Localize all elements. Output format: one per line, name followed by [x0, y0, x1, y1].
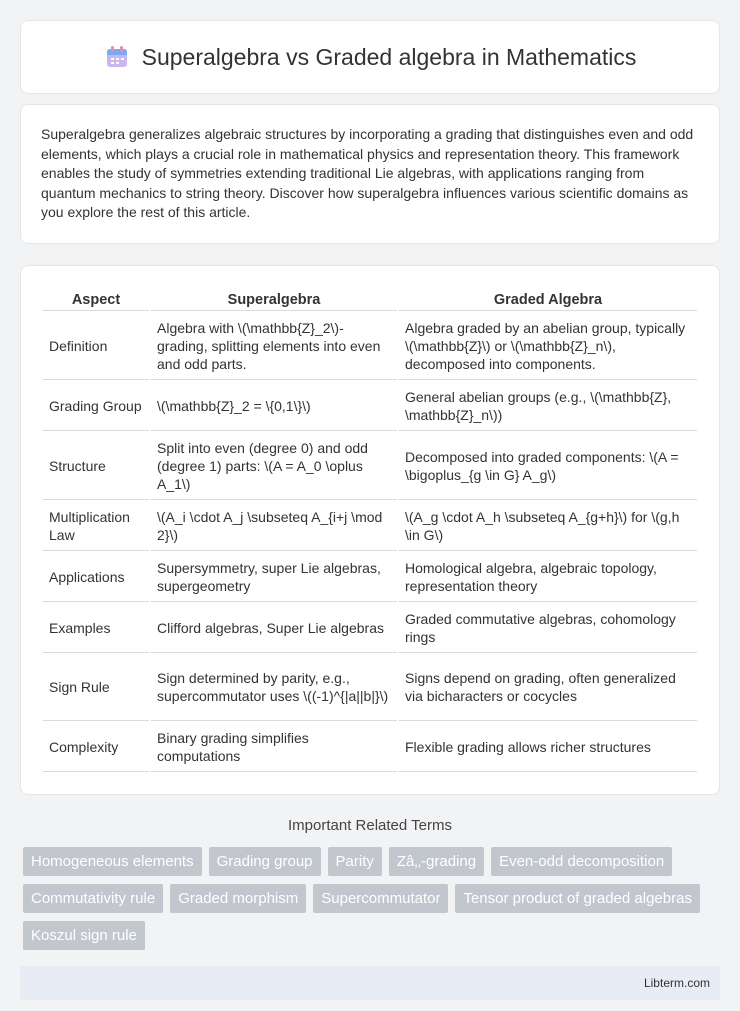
- table-row: [43, 502, 697, 551]
- cell-superalgebra: Binary grading simplifies computations: [151, 723, 397, 772]
- intro-text: Superalgebra generalizes algebraic structures by incorporating a grading that distinguishes even and odd elements, which plays a crucial role in mathematical physics and representation theory. This framework enables the study of symmetries extending traditional Lie algebras, with applications ranging from quantum mechanics to string theory. Discover how superalgebra influences various scientific domains as you explore the rest of this article.: [41, 126, 694, 220]
- related-term-tag[interactable]: Supercommutator: [313, 884, 448, 913]
- title-card: [20, 20, 720, 94]
- related-terms-list: [20, 847, 720, 950]
- related-term-tag[interactable]: Graded morphism: [170, 884, 306, 913]
- cell-superalgebra: Sign determined by parity, e.g., supercommutator uses \((-1)^{|a||b|}\): [151, 655, 397, 721]
- cell-graded: \(A_g \cdot A_h \subseteq A_{g+h}\) for \(g,h \in G\): [399, 502, 697, 551]
- header-graded-algebra: Graded Algebra: [399, 288, 697, 311]
- header-superalgebra: Superalgebra: [151, 288, 397, 311]
- cell-superalgebra: Split into even (degree 0) and odd (degree 1) parts: \(A = A_0 \oplus A_1\): [151, 433, 397, 500]
- related-term-tag[interactable]: Even-odd decomposition: [491, 847, 672, 876]
- footer-site-link[interactable]: Libterm.com: [643, 975, 710, 990]
- header-aspect: Aspect: [43, 288, 149, 311]
- cell-superalgebra: Clifford algebras, Super Lie algebras: [151, 604, 397, 653]
- related-term-tag[interactable]: Grading group: [209, 847, 321, 876]
- cell-aspect: Applications: [43, 553, 149, 602]
- related-term-tag[interactable]: Commutativity rule: [23, 884, 163, 913]
- comparison-table: [41, 286, 699, 774]
- cell-aspect: Complexity: [43, 723, 149, 772]
- cell-superalgebra: Supersymmetry, super Lie algebras, supergeometry: [151, 553, 397, 602]
- related-term-tag[interactable]: Zâ‚‚-grading: [389, 847, 484, 876]
- cell-aspect: Structure: [43, 433, 149, 500]
- table-row: [43, 433, 697, 500]
- related-term-tag[interactable]: Parity: [328, 847, 382, 876]
- cell-graded: Homological algebra, algebraic topology, representation theory: [399, 553, 697, 602]
- cell-aspect: Definition: [43, 313, 149, 380]
- table-header-row: [43, 288, 697, 311]
- cell-aspect: Examples: [43, 604, 149, 653]
- related-term-tag[interactable]: Tensor product of graded algebras: [455, 884, 699, 913]
- related-term-tag[interactable]: Homogeneous elements: [23, 847, 202, 876]
- cell-graded: Signs depend on grading, often generalized via bicharacters or cocycles: [399, 655, 697, 721]
- table-row: [43, 723, 697, 772]
- related-term-tag[interactable]: Koszul sign rule: [23, 921, 145, 950]
- cell-superalgebra: \(A_i \cdot A_j \subseteq A_{i+j \mod 2}\): [151, 502, 397, 551]
- table-row: [43, 313, 697, 380]
- cell-graded: General abelian groups (e.g., \(\mathbb{Z}, \mathbb{Z}_n\)): [399, 382, 697, 431]
- cell-graded: Decomposed into graded components: \(A = \bigoplus_{g \in G} A_g\): [399, 433, 697, 500]
- table-row: [43, 553, 697, 602]
- page-title: Superalgebra vs Graded algebra in Mathematics: [141, 43, 637, 70]
- cell-superalgebra: Algebra with \(\mathbb{Z}_2\)-grading, splitting elements into even and odd parts.: [151, 313, 397, 380]
- cell-graded: Algebra graded by an abelian group, typically \(\mathbb{Z}\) or \(\mathbb{Z}_n\), decomposed into components.: [399, 313, 697, 380]
- related-terms-title: Important Related Terms: [288, 816, 452, 834]
- table-row: [43, 604, 697, 653]
- cell-superalgebra: \(\mathbb{Z}_2 = \{0,1\}\): [151, 382, 397, 431]
- table-row: [43, 655, 697, 721]
- cell-graded: Graded commutative algebras, cohomology rings: [399, 604, 697, 653]
- comparison-card: [20, 265, 720, 795]
- cell-aspect: Grading Group: [43, 382, 149, 431]
- footer: [20, 966, 720, 1000]
- intro-card: [20, 104, 720, 244]
- table-row: [43, 382, 697, 431]
- cell-graded: Flexible grading allows richer structures: [399, 723, 697, 772]
- cell-aspect: Multiplication Law: [43, 502, 149, 551]
- cell-aspect: Sign Rule: [43, 655, 149, 721]
- calendar-icon: [104, 44, 130, 70]
